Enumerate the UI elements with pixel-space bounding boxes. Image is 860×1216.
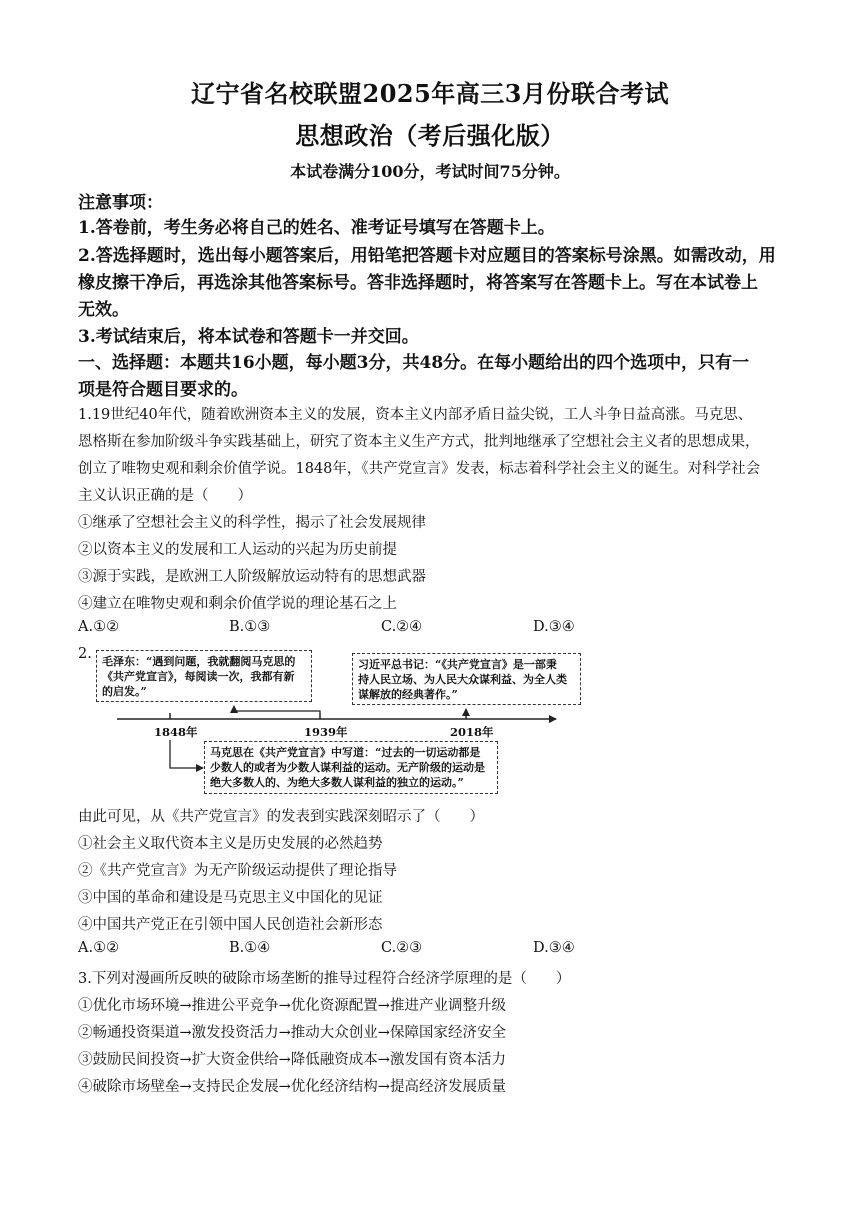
q2-statement-2: ②《共产党宣言》为无产阶级运动提供了理论指导 [78,863,397,879]
note-1: 1.答卷前，考生务必将自己的姓名、准考证号填写在答题卡上。 [78,218,555,238]
q1-statement-2: ②以资本主义的发展和工人运动的兴起为历史前提 [78,542,397,558]
q1-option-a[interactable]: A.①② [78,619,120,635]
q1-stem-line-3: 创立了唯物史观和剩余价值学说。1848年，《共产党宣言》发表，标志着科学社会主义的诞生。对科学社会 [78,461,761,477]
q3-statement-1: ①优化市场环境→推进公平竞争→优化资源配置→推进产业调整升级 [78,998,506,1014]
q2-option-a[interactable]: A.①② [78,940,120,956]
marx-quote-line-1: 马克思在《共产党宣言》中写道：“过去的一切运动都是 [210,746,481,759]
q2-statement-1: ①社会主义取代资本主义是历史发展的必然趋势 [78,836,383,852]
q1-stem-line-2: 恩格斯在参加阶级斗争实践基础上，研究了资本主义生产方式，批判地继承了空想社会主义者的思想成果， [78,434,760,450]
q2-option-c[interactable]: C.②③ [381,940,423,956]
q1-statement-4: ④建立在唯物史观和剩余价值学说的理论基石之上 [78,596,397,612]
note-2-line-3: 无效。 [78,300,129,320]
section-1-line-1: 一、选择题：本题共16小题，每小题3分，共48分。在每小题给出的四个选项中，只有一 [78,353,750,373]
q1-option-b[interactable]: B.①③ [229,619,271,635]
exam-subject: 思想政治（考后强化版） [295,121,565,150]
q2-option-d[interactable]: D.③④ [533,940,575,956]
q2-number: 2. [78,646,92,662]
q1-statement-3: ③源于实践，是欧洲工人阶级解放运动特有的思想武器 [78,569,426,585]
q3-statement-3: ③鼓励民间投资→扩大资金供给→降低融资成本→激发国有资本活力 [78,1052,506,1068]
notes-heading: 注意事项： [78,193,163,213]
xi-quote-line-2: 持人民立场、为人民大众谋利益、为全人类 [358,673,567,686]
timeline-label-1939: 1939年 [304,725,348,739]
note-2-line-1: 2.答选择题时，选出每小题答案后，用铅笔把答题卡对应题目的答案标号涂黑。如需改动，用 [78,246,776,266]
connector-1939-to-mao [234,706,320,713]
xi-quote-line-1: 习近平总书记：“《共产党宣言》是一部秉 [358,658,557,671]
q3-stem: 3.下列对漫画所反映的破除市场垄断的推导过程符合经济学原理的是（ ） [78,971,571,987]
q1-statement-1: ①继承了空想社会主义的科学性，揭示了社会发展规律 [78,515,426,531]
section-1-line-2: 项是符合题目要求的。 [78,380,248,400]
mao-quote-line-2: 《共产党宣言》，每阅读一次，我都有新 [102,670,295,683]
xi-quote-line-3: 谋解放的经典著作。” [358,688,458,701]
exam-info: 本试卷满分100分，考试时间75分钟。 [290,162,570,181]
q2-stem: 由此可见，从《共产党宣言》的发表到实践深刻昭示了（ ） [78,809,484,825]
q2-option-b[interactable]: B.①④ [229,940,271,956]
exam-title: 辽宁省名校联盟2025年高三3月份联合考试 [191,79,669,108]
q1-option-d[interactable]: D.③④ [533,619,575,635]
q1-stem-line-4: 主义认识正确的是（ ） [78,488,252,504]
note-3: 3.考试结束后，将本试卷和答题卡一并交回。 [78,327,419,347]
marx-quote-box [204,741,498,794]
mao-quote-line-1: 毛泽东：“遇到问题，我就翻阅马克思的 [102,655,296,668]
timeline-label-2018: 2018年 [450,725,494,739]
q3-statement-4: ④破除市场壁垒→支持民企发展→优化经济结构→提高经济发展质量 [78,1079,506,1095]
timeline-label-1848: 1848年 [154,725,198,739]
q2-statement-4: ④中国共产党正在引领中国人民创造社会新形态 [78,917,383,933]
mao-quote-line-3: 的启发。” [102,685,147,698]
q3-statement-2: ②畅通投资渠道→激发投资活力→推动大众创业→保障国家经济安全 [78,1025,506,1041]
marx-quote-line-3: 绝大多数人的、为绝大多数人谋利益的独立的运动。” [210,776,464,789]
note-2-line-2: 橡皮擦干净后，再选涂其他答案标号。答非选择题时，将答案写在答题卡上。写在本试卷上 [78,273,758,293]
q1-stem-line-1: 1.19世纪40年代，随着欧洲资本主义的发展，资本主义内部矛盾日益尖锐，工人斗争日益高涨。马克思、 [78,407,753,423]
q2-statement-3: ③中国的革命和建设是马克思主义中国化的见证 [78,890,383,906]
marx-quote-line-2: 少数人的或者为少数人谋利益的运动。无产阶级的运动是 [210,761,485,774]
connector-1848-to-marx [170,740,203,768]
q1-option-c[interactable]: C.②④ [381,619,423,635]
